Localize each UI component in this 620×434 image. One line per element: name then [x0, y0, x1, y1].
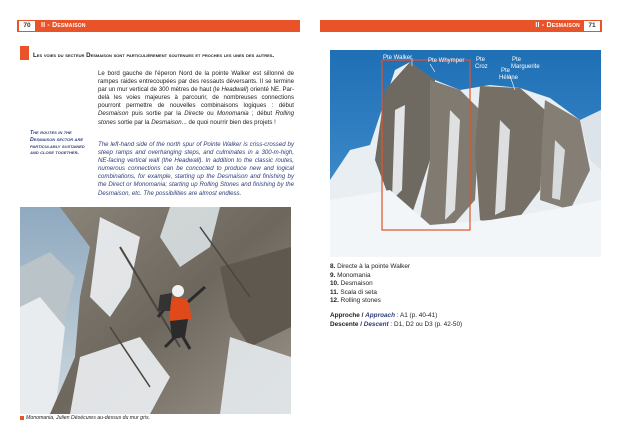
english-side-note: The routes in the Desmaison sector are particularly sustained and close together.: [30, 130, 85, 157]
label-pte-croz-1: Pte: [476, 57, 486, 63]
label-pte-walker: Pte Walker: [383, 55, 413, 61]
route-item: 12. Rolling stones: [330, 297, 381, 304]
english-paragraph: The left-hand side of the north spur of Pointe Walker is criss-crossed by steep ramps and overhanging steps, and culminates in a 300-m-high, NE-facing vertical wall (the Headwall). In addition to the classic routes, numerous connections can be concocted to produce new and logical combinations, for example, starting up the Desmaison and finishing by the Direct or Monomania; starting up Rolling Stones and finishing by the Desmaison, etc. The possibilities are almost endless.: [98, 141, 294, 197]
section-title-left: II - Desmaison: [41, 22, 86, 29]
route-item: 10. Desmaison: [330, 280, 373, 287]
route-item: 9. Monomania: [330, 271, 371, 279]
label-pte-croz-2: Croz: [475, 64, 488, 70]
route-item: 8. Directe à la pointe Walker: [330, 263, 411, 270]
intro-marker: [20, 46, 29, 60]
page-number-right: 71: [583, 20, 601, 32]
climber-photo: [20, 207, 291, 414]
mountain-photo-image: [330, 50, 601, 257]
route-item: 11. Scala di seta: [330, 288, 377, 296]
label-pte-whymper: Pte Whymper: [428, 58, 465, 64]
climber-photo-image: [20, 207, 291, 414]
label-pte-helene-1: Pte: [501, 68, 511, 74]
section-title-right: II - Desmaison: [535, 22, 580, 29]
intro-heading: Les voies du secteur Desmaison sont particulièrement soutenues et proches les unes des autres.: [33, 52, 275, 59]
route-list: [330, 263, 410, 306]
access-info: [330, 312, 462, 329]
french-paragraph: Le bord gauche de l'éperon Nord de la pointe Walker est sillonné de rampes raides entrecoupées par des ressauts déversants. Il se termine par un mur vertical de 300 mètres de haut (le Headwall) orienté NE. Par-delà les voies majeures à parcourir, de nombreuses connections pourront permettre de nouvelles combinaisons logiques : début Desmaison puis sortie par la Directe ou Monomania ; début Rolling stones sortie par la Desmaison... de quoi nourrir bien des projets !: [98, 70, 294, 126]
label-pte-marguerite-2: Marguerite: [511, 64, 540, 70]
label-pte-helene-2: Hélène: [499, 75, 519, 81]
descent-line: Descente / Descent : D1, D2 ou D3 (p. 42-50): [330, 320, 463, 328]
left-photo-caption: Monomania, Julien Désécures au-dessus du mur gris.: [20, 415, 150, 421]
approach-line: Approche / Approach : A1 (p. 40-41): [330, 312, 438, 319]
mountain-photo: [330, 50, 601, 257]
label-pte-marguerite-1: Pte: [512, 57, 522, 63]
caption-marker: [20, 416, 24, 420]
page-number-left: 70: [18, 20, 36, 32]
